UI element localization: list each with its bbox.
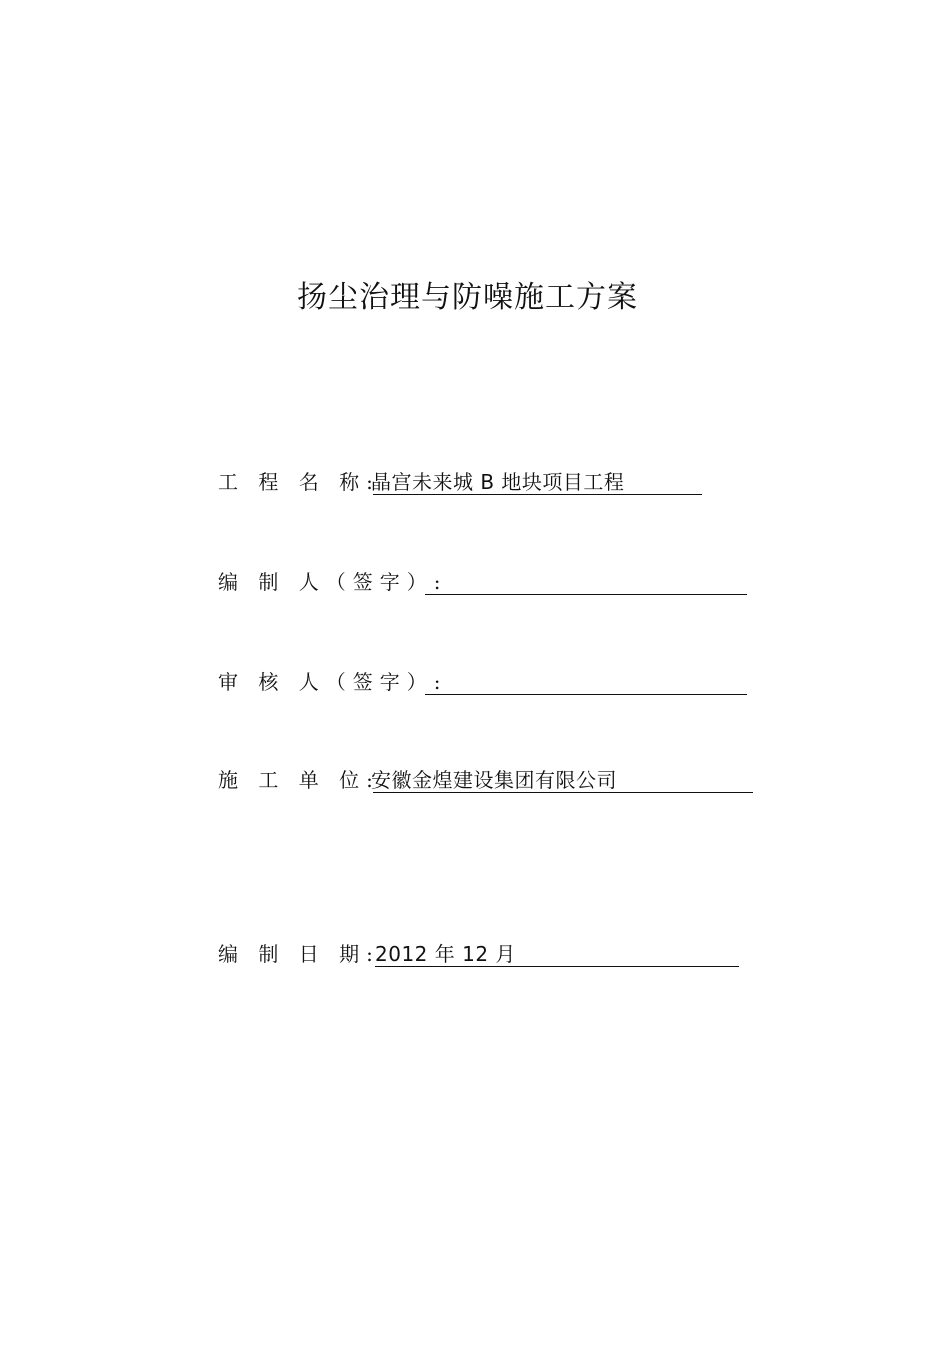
construction-unit-underline [373,792,753,793]
compiler-signature-label: 编 制 人（签字）: [218,570,448,594]
construction-unit-label: 施 工 单 位: [218,768,380,792]
reviewer-signature-line [425,694,747,695]
project-name-label: 工 程 名 称: [218,470,380,494]
project-name-underline [373,494,702,495]
construction-unit-value: 安徽金煌建设集团有限公司 [371,768,617,792]
compile-date-value: 2012 年 12 月 [375,942,516,966]
compile-date-underline [375,966,739,967]
compile-date-label: 编 制 日 期: [218,942,380,966]
project-name-value: 晶宫未来城 B 地块项目工程 [371,470,625,494]
compiler-signature-line [425,594,747,595]
document-title: 扬尘治理与防噪施工方案 [297,280,638,316]
reviewer-signature-label: 审 核 人（签字）: [218,670,448,694]
